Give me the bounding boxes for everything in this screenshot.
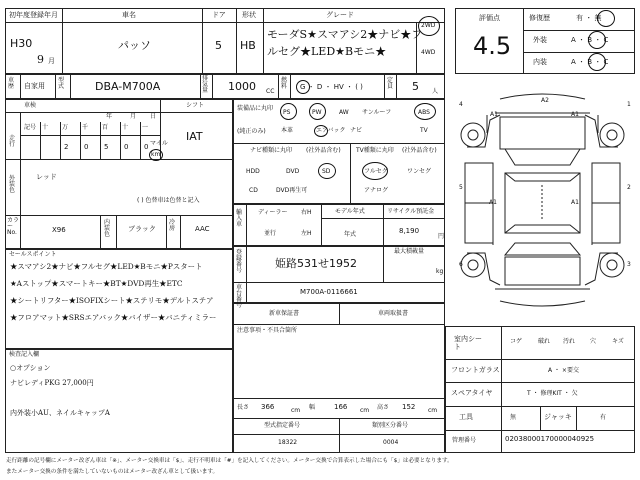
tv-title: TV種類に丸印 bbox=[356, 147, 394, 154]
chassis-label: 車台番号 bbox=[236, 284, 243, 309]
max-load-unit: kg bbox=[436, 268, 444, 275]
mgmt-label: 管理番号 bbox=[452, 437, 477, 444]
mileage-digit-header-1: 十 bbox=[42, 124, 49, 131]
width-label: 幅 bbox=[309, 404, 316, 411]
inspector-line-1: ナビレディPKG 27,000円 bbox=[10, 379, 94, 387]
mileage-unit-km: km bbox=[151, 151, 161, 158]
reg-label: 登録番号 bbox=[236, 249, 243, 274]
manual-doc: 車両取扱書 bbox=[378, 310, 409, 317]
equipment-item-row2-1: エアバック bbox=[316, 127, 346, 134]
navi-item-1: DVD bbox=[286, 168, 300, 175]
equipment-item-row2-2: ナビ bbox=[350, 127, 363, 134]
interior-grade-options: A ・ B ・ C bbox=[571, 58, 609, 66]
tools-label: 工具 bbox=[459, 413, 473, 421]
chassis-number: M700A-0116661 bbox=[300, 288, 358, 296]
cc-unit: CC bbox=[266, 88, 275, 95]
navi-note: (社外品含む) bbox=[306, 147, 341, 154]
inspector-line-3: 内外装小AU、ネイルキャップA bbox=[10, 409, 110, 417]
interior-grade-label: 内装 bbox=[533, 58, 547, 66]
car-name-label: 車名 bbox=[122, 11, 136, 19]
model-year-unit: 年式 bbox=[344, 231, 357, 238]
model-label: 型式 bbox=[58, 77, 65, 90]
mileage-grid-line bbox=[80, 122, 81, 159]
footer-line-1: 走行距離の記号欄にメーター改ざん車は「※」、メーター交換車は「$」、走行不明車は「#」を記入してください。メーター交換で合算表示した場合にも「$」は必要となります。 bbox=[6, 458, 453, 464]
capacity: 5 bbox=[412, 80, 419, 93]
tv-item-1: ワンセグ bbox=[407, 168, 432, 175]
fuel-options: G ・ D ・ HV ・ ( ) bbox=[300, 83, 363, 91]
interior-grade-circle bbox=[588, 53, 606, 71]
mgmt-value: 02038000170000040925 bbox=[505, 435, 595, 443]
score-label: 評価点 bbox=[479, 14, 500, 22]
type-label: 型式指定番号 bbox=[264, 422, 301, 429]
usage: 自家用 bbox=[24, 82, 45, 90]
mileage-grid-line bbox=[60, 122, 61, 159]
car-diagram bbox=[445, 85, 640, 325]
equipment-subtitle: (純正のみ) bbox=[237, 128, 266, 135]
recycle-label: リサイクル預託金 bbox=[387, 208, 435, 215]
exterior-color-label: 外装色 bbox=[9, 175, 16, 194]
jack-label: ジャッキ bbox=[544, 413, 572, 421]
width-unit: cm bbox=[360, 407, 370, 414]
exterior-grade-label: 外装 bbox=[533, 36, 547, 44]
mileage-grid-line bbox=[140, 122, 141, 159]
diagram-number-3: 3 bbox=[627, 261, 631, 268]
mileage-digit-0: 2 bbox=[64, 143, 69, 151]
repair-circle bbox=[597, 10, 615, 27]
diagram-mark-a1-1: A1 bbox=[490, 111, 498, 118]
seat-option-0: コゲ bbox=[510, 338, 523, 345]
tv-item-row2-0: アナログ bbox=[364, 187, 389, 194]
inspection-month-label: 月 bbox=[130, 113, 137, 120]
seat-option-4: キズ bbox=[612, 338, 624, 345]
mileage-digit-header-4: 百 bbox=[102, 124, 109, 131]
spare-options: T ・ 修理KIT ・ 欠 bbox=[527, 390, 578, 397]
tv-item-0: フルセグ bbox=[364, 168, 388, 175]
capacity-unit: 人 bbox=[432, 88, 439, 95]
mileage-digit-header-6: 一 bbox=[142, 124, 149, 131]
recycle-value: 8,190 bbox=[399, 227, 420, 235]
warranty-doc: 新車保証書 bbox=[269, 310, 300, 317]
length-value: 366 bbox=[261, 403, 275, 411]
diagram-mark-a1-3: A1 bbox=[489, 199, 497, 206]
equipment-title: 装備品に丸印 bbox=[237, 105, 274, 112]
diagram-mark-a1-4: A1 bbox=[571, 199, 579, 206]
displacement-label: 排気量 bbox=[202, 75, 209, 94]
model-year-label: モデル年式 bbox=[335, 208, 365, 215]
mileage-digit-header-2: 万 bbox=[62, 124, 69, 131]
seat-option-1: 破れ bbox=[538, 338, 551, 345]
seat-label: 室内シート bbox=[454, 335, 482, 352]
navi-item-0: HDD bbox=[246, 168, 260, 175]
class-num-label: 類別区分番号 bbox=[372, 422, 409, 429]
sales-point-line-3: ★フロアマット★SRSエアバック★バイザー★バニティミラー bbox=[10, 313, 217, 322]
sales-point-line-0: ★スマアシ2★ナビ★フルセグ★LED★Bモニ★Pスタート bbox=[10, 262, 203, 271]
inspection-label: 車検 bbox=[24, 102, 37, 109]
mileage-grid-line bbox=[40, 122, 41, 159]
mileage-digit-1: 0 bbox=[84, 143, 89, 151]
type-value: 18322 bbox=[278, 439, 298, 446]
diagram-number-2: 2 bbox=[627, 184, 631, 191]
import-left-hand: 左H bbox=[301, 230, 312, 237]
doors-label: ドア bbox=[212, 11, 226, 19]
import-right-hand: 右H bbox=[301, 209, 312, 216]
diagram-number-6: 6 bbox=[459, 261, 463, 268]
import-parallel: 並行 bbox=[264, 230, 277, 237]
drive-2wd: 2WD bbox=[421, 22, 436, 29]
glass-options: A ・ ×要交 bbox=[548, 367, 579, 374]
displacement: 1000 bbox=[228, 80, 256, 93]
door-count: 5 bbox=[215, 39, 222, 52]
grade-line-1: モーダS★スマアシ2★ナビ★フ bbox=[267, 28, 423, 41]
color-code-label: カラーNo. bbox=[7, 217, 20, 236]
inspector-label: 検査記入欄 bbox=[9, 351, 40, 358]
equipment-item-0: PS bbox=[283, 109, 291, 116]
mileage-digit-2: 5 bbox=[104, 143, 109, 151]
inspector-line-0: ○オプション bbox=[10, 364, 51, 372]
equipment-item-4: ABS bbox=[418, 109, 430, 116]
seat-option-2: 汚れ bbox=[563, 338, 576, 345]
ac-label: 冷房 bbox=[169, 219, 176, 232]
score-value: 4.5 bbox=[473, 32, 512, 60]
equipment-item-row2-0: 本革 bbox=[281, 127, 294, 134]
navi-item-row2-1: DVD再生可 bbox=[276, 187, 308, 194]
exterior-grade-options: A ・ B ・ C bbox=[571, 36, 609, 44]
car-diagram-svg bbox=[445, 85, 640, 325]
diagram-number-4: 4 bbox=[459, 101, 463, 108]
sales-point-line-1: ★Aストップ★スマートキー★BT★DVD再生★ETC bbox=[10, 279, 183, 288]
grade-line-2: ルセグ★LED★Bモニ★ bbox=[267, 45, 387, 58]
import-label: 輸入車 bbox=[236, 209, 243, 228]
mileage-grid-line bbox=[120, 122, 121, 159]
model-code: DBA-M700A bbox=[95, 80, 161, 93]
color-code: X96 bbox=[52, 226, 66, 234]
height-unit: cm bbox=[428, 407, 438, 414]
mileage-digit-3: 0 bbox=[124, 143, 129, 151]
tv-note: (社外品含む) bbox=[402, 147, 437, 154]
fuel-label: 燃料 bbox=[281, 77, 288, 90]
mileage-digit-4: 0 bbox=[144, 143, 149, 151]
first-reg-label: 初年度登録年月 bbox=[9, 11, 58, 19]
spare-label: スペアタイヤ bbox=[451, 389, 493, 397]
exterior-grade-circle bbox=[588, 31, 606, 49]
mileage-digit-header-3: 千 bbox=[82, 124, 89, 131]
mileage-label: 走行 bbox=[9, 135, 16, 148]
row-2 bbox=[5, 74, 445, 99]
shape-label: 形状 bbox=[242, 11, 256, 19]
diagram-number-1: 1 bbox=[627, 101, 631, 108]
height-value: 152 bbox=[402, 403, 416, 411]
sales-point-line-2: ★シートリフター★ISOFIXシート★ステリモ★デルトステア bbox=[10, 296, 214, 305]
notes-label: 注意事項・不具合箇所 bbox=[237, 327, 298, 334]
interior-color-label: 内装色 bbox=[104, 219, 111, 238]
grade-label: グレード bbox=[326, 11, 354, 19]
footer-line-2: またメーター交換の条件を満たしていないものはメーター改ざん車として扱います。 bbox=[6, 469, 219, 475]
car-name: パッソ bbox=[118, 39, 151, 52]
equipment-item-row2-3: TV bbox=[420, 127, 428, 134]
mileage-digit-header-0: 記号 bbox=[24, 124, 37, 131]
mileage-unit-mile: マイル bbox=[150, 140, 168, 147]
reg-number: 姫路531せ1952 bbox=[275, 257, 357, 270]
max-load-label: 最大積載量 bbox=[394, 248, 425, 255]
interior-color: ブラック bbox=[128, 225, 156, 233]
color-note: ( ) 色替車は色替と記入 bbox=[137, 197, 200, 204]
ac-value: AAC bbox=[195, 225, 210, 233]
mileage-grid-line bbox=[100, 122, 101, 159]
tools-value: 無 bbox=[510, 414, 517, 421]
height-label: 高さ bbox=[377, 404, 390, 411]
length-unit: cm bbox=[291, 407, 301, 414]
import-dealer: ディーラー bbox=[258, 209, 288, 216]
recycle-yen: 円 bbox=[438, 233, 445, 240]
shift-label: シフト bbox=[186, 102, 205, 109]
body-shape: HB bbox=[240, 39, 256, 52]
navi-title: ナビ種類に丸印 bbox=[250, 147, 293, 154]
repair-label: 修復歴 bbox=[529, 14, 550, 22]
equipment-item-3: サンルーフ bbox=[362, 109, 392, 116]
capacity-label: 定員 bbox=[387, 77, 394, 90]
mileage-digit-header-5: 十 bbox=[122, 124, 129, 131]
equipment-item-2: AW bbox=[339, 109, 349, 116]
class-label: 車歴 bbox=[8, 77, 15, 90]
glass-label: フロントガラス bbox=[451, 366, 500, 374]
length-label: 長さ bbox=[237, 404, 250, 411]
diagram-number-5: 5 bbox=[459, 184, 463, 191]
shift-value: IAT bbox=[186, 130, 203, 143]
month-unit: 月 bbox=[48, 57, 55, 65]
first-reg-era: H30 bbox=[10, 37, 33, 50]
repair-options: 有 ・ 無 bbox=[576, 14, 602, 22]
inspection-year-label: 年 bbox=[106, 113, 113, 120]
navi-item-row2-0: CD bbox=[249, 187, 258, 194]
diagram-mark-a2: A2 bbox=[541, 97, 549, 104]
class-num-value: 0004 bbox=[383, 439, 399, 446]
equipment-item-1: PW bbox=[312, 109, 322, 116]
jack-value: 有 bbox=[600, 414, 607, 421]
sales-points-label: セールスポイント bbox=[9, 251, 57, 258]
inspection-day-label: 日 bbox=[150, 113, 157, 120]
diagram-mark-a1-2: A1 bbox=[571, 111, 579, 118]
exterior-color: レッド bbox=[36, 173, 57, 181]
width-value: 166 bbox=[334, 403, 348, 411]
first-reg-month: 9 bbox=[37, 53, 44, 66]
drive-4wd: 4WD bbox=[421, 49, 436, 56]
seat-option-3: 穴 bbox=[590, 338, 597, 345]
navi-item-2: SD bbox=[322, 168, 331, 175]
